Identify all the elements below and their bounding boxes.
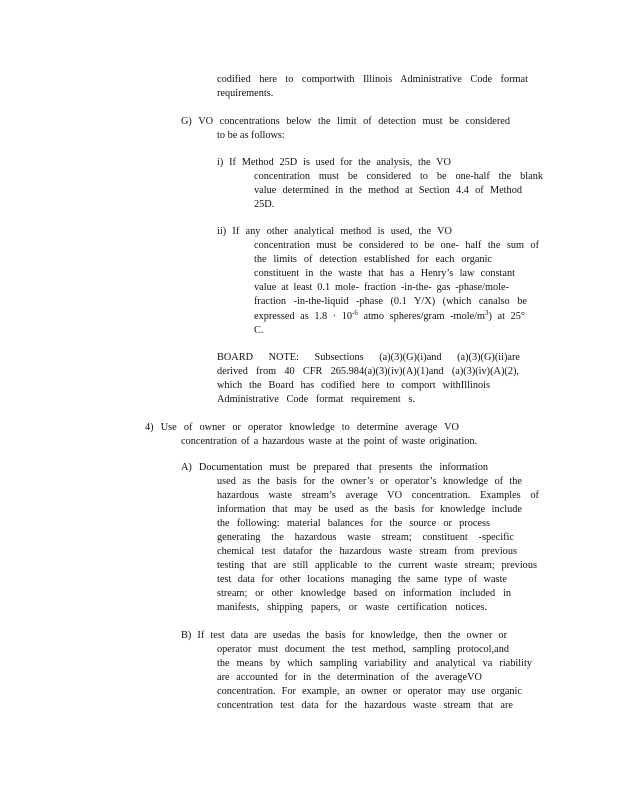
expressed-post: ) at 25° — [488, 311, 525, 322]
g-i-line-1: i) If Method 25D is used for the analysis, the VO — [217, 157, 451, 168]
a-line-10: stream; or other knowledge based on information included in — [217, 588, 511, 599]
b-line-6: concentration test data for the hazardous waste stream that are — [217, 700, 513, 711]
b-line-1: B) If test data are usedas the basis for knowledge, then the owner or — [181, 630, 507, 641]
a-line-4: information that may be used as the basis for knowledge include — [217, 504, 522, 515]
exponent-3: 3 — [485, 309, 489, 317]
b-line-3: the means by which sampling variability and analytical va riability — [217, 658, 532, 669]
g-ii-line-4: constituent in the waste that has a Henry’s law constant — [254, 268, 515, 279]
expressed-mid: atmo spheres/gram -mole/m — [357, 311, 486, 322]
b-line-2: operator must document the test method, sampling protocol,and — [217, 644, 509, 655]
g-ii-line-7 — [254, 311, 525, 323]
b-line-5: concentration. For example, an owner or operator may use organic — [217, 686, 522, 697]
a-line-3: hazardous waste stream’s average VO concentration. Examples of — [217, 490, 539, 501]
g-ii-line-8: C. — [254, 325, 264, 336]
a-line-1: A) Documentation must be prepared that presents the information — [181, 462, 488, 473]
board-note-line-2: derived from 40 CFR 265.984(a)(3)(iv)(A)(1)and (a)(3)(iv)(A)(2), — [217, 366, 519, 377]
a-line-7: chemical test datafor the hazardous waste stream from previous — [217, 546, 517, 557]
s4-line-1: 4) Use of owner or operator knowledge to determine average VO — [145, 422, 459, 433]
board-note-line-1: BOARD NOTE: Subsections (a)(3)(G)(i)and (a)(3)(G)(ii)are — [217, 352, 520, 363]
a-line-6: generating the hazardous waste stream; constituent -specific — [217, 532, 514, 543]
b-line-4: are accounted for in the determination of the averageVO — [217, 672, 482, 683]
g-ii-line-2: concentration must be considered to be one- half the sum of — [254, 240, 539, 251]
g-i-line-3: value determined in the method at Section 4.4 of Method — [254, 185, 522, 196]
a-line-5: the following: material balances for the source or process — [217, 518, 490, 529]
g-ii-line-6: fraction -in-the-liquid -phase (0.1 Y/X) (which canalso be — [254, 296, 527, 307]
g-ii-line-3: the limits of detection established for each organic — [254, 254, 492, 265]
a-line-9: test data for other locations managing the same type of waste — [217, 574, 507, 585]
g-ii-line-1: ii) If any other analytical method is used, the VO — [217, 226, 452, 237]
board-note-line-4: Administrative Code format requirement s. — [217, 394, 415, 405]
a-line-2: used as the basis for the owner’s or operator’s knowledge of the — [217, 476, 522, 487]
g-ii-line-5: value at least 0.1 mole- fraction -in-the- gas -phase/mole- — [254, 282, 509, 293]
g-i-line-4: 25D. — [254, 199, 275, 210]
board-note-line-3: which the Board has codified here to comport withIllinois — [217, 380, 490, 391]
intro-line-2: requirements. — [217, 88, 274, 99]
s4-line-2: concentration of a hazardous waste at the point of waste origination. — [181, 436, 478, 447]
g-line-2: to be as follows: — [217, 130, 285, 141]
g-line-1: G) VO concentrations below the limit of detection must be considered — [181, 116, 510, 127]
g-i-line-2: concentration must be considered to be one-half the blank — [254, 171, 543, 182]
exponent-neg6: -6 — [352, 309, 358, 317]
a-line-8: testing that are still applicable to the current waste stream; previous — [217, 560, 537, 571]
intro-line-1: codified here to comportwith Illinois Administrative Code format — [217, 74, 528, 85]
expressed-pre: expressed as 1.8 · 10 — [254, 311, 353, 322]
a-line-11: manifests, shipping papers, or waste certification notices. — [217, 602, 487, 613]
